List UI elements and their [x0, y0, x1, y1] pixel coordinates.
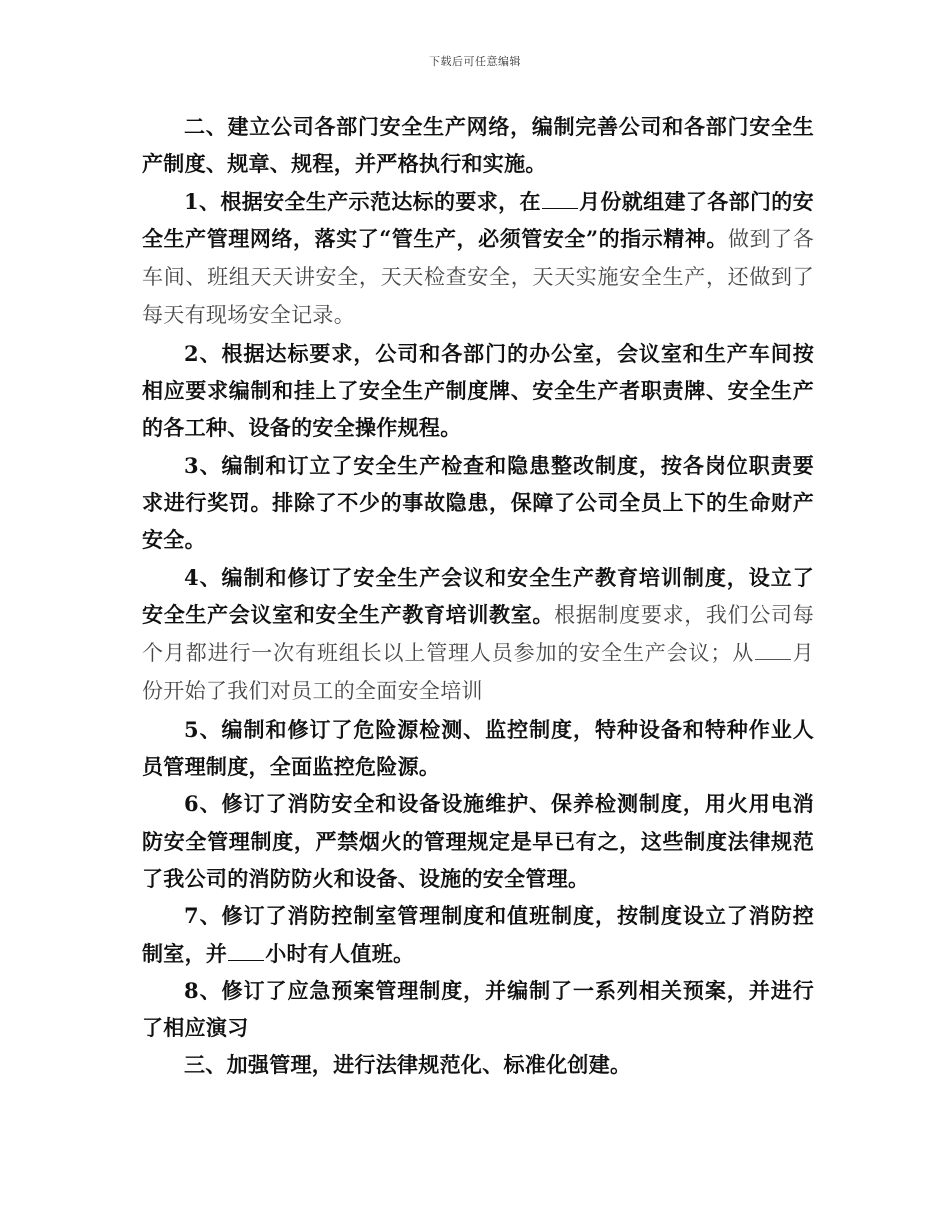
paragraph-item-1-text-a: 1、根据安全生产示范达标的要求，在	[184, 188, 541, 214]
paragraph-item-7-text-a: 7、修订了消防控制室管理制度和值班制度，按制度设立了消防控制室，并	[142, 903, 814, 966]
document-body	[142, 108, 814, 1084]
paragraph-item-4	[142, 559, 814, 711]
paragraph-item-7	[142, 897, 814, 972]
fill-in-blank	[755, 641, 791, 660]
paragraph-item-7-text-b: 小时有人值班。	[265, 940, 415, 966]
paragraph-item-8: 8、修订了应急预案管理制度，并编制了一系列相关预案，并进行了相应演习	[142, 977, 814, 1041]
paragraph-item-1	[142, 183, 814, 335]
fill-in-blank	[228, 942, 264, 961]
paragraph-item-4-text-light-b: 月份开始了我们对员工的全面安全培训	[142, 641, 814, 704]
fill-in-blank	[542, 190, 578, 209]
paragraph-item-2: 2、根据达标要求，公司和各部门的办公室，会议室和生产车间按相应要求编制和挂上了安全生产制度牌、安全生产者职责牌、安全生产的各工种、设备的安全操作规程。	[142, 340, 814, 441]
paragraph-item-1-text-light: 做到了各车间、班组天天讲安全，天天检查安全，天天实施安全生产，还做到了每天有现场安全记录。	[142, 226, 814, 328]
paragraph-item-5: 5、编制和修订了危险源检测、监控制度，特种设备和特种作业人员管理制度，全面监控危险源。	[142, 716, 814, 780]
paragraph-item-4-text: 4、编制和修订了安全生产会议和安全生产教育培训制度，设立了安全生产会议室和安全生产教育培训教室。	[142, 564, 814, 627]
paragraph-item-1-text-b: 月份就组建了各部门的安全生产管理网络，落实了“管生产，必须管安全”的指示精神。	[142, 188, 814, 251]
paragraph-item-6: 6、修订了消防安全和设备设施维护、保养检测制度，用火用电消防安全管理制度，严禁烟火的管理规定是早已有之，这些制度法律规范了我公司的消防防火和设备、设施的安全管理。	[142, 791, 814, 891]
paragraph-item-4-text-light-a: 根据制度要求，我们公司每个月都进行一次有班组长以上管理人员参加的安全生产会议；从	[142, 602, 814, 666]
page-header: 下载后可任意编辑	[429, 55, 521, 68]
section-heading-three: 三、加强管理，进行法律规范化、标准化创建。	[184, 1052, 632, 1078]
paragraph-item-3: 3、编制和订立了安全生产检查和隐患整改制度，按各岗位职责要求进行奖罚。排除了不少的事故隐患，保障了公司全员上下的生命财产安全。	[142, 452, 814, 553]
section-heading-two: 二、建立公司各部门安全生产网络，编制完善公司和各部门安全生产制度、规章、规程，并严格执行和实施。	[142, 114, 814, 177]
